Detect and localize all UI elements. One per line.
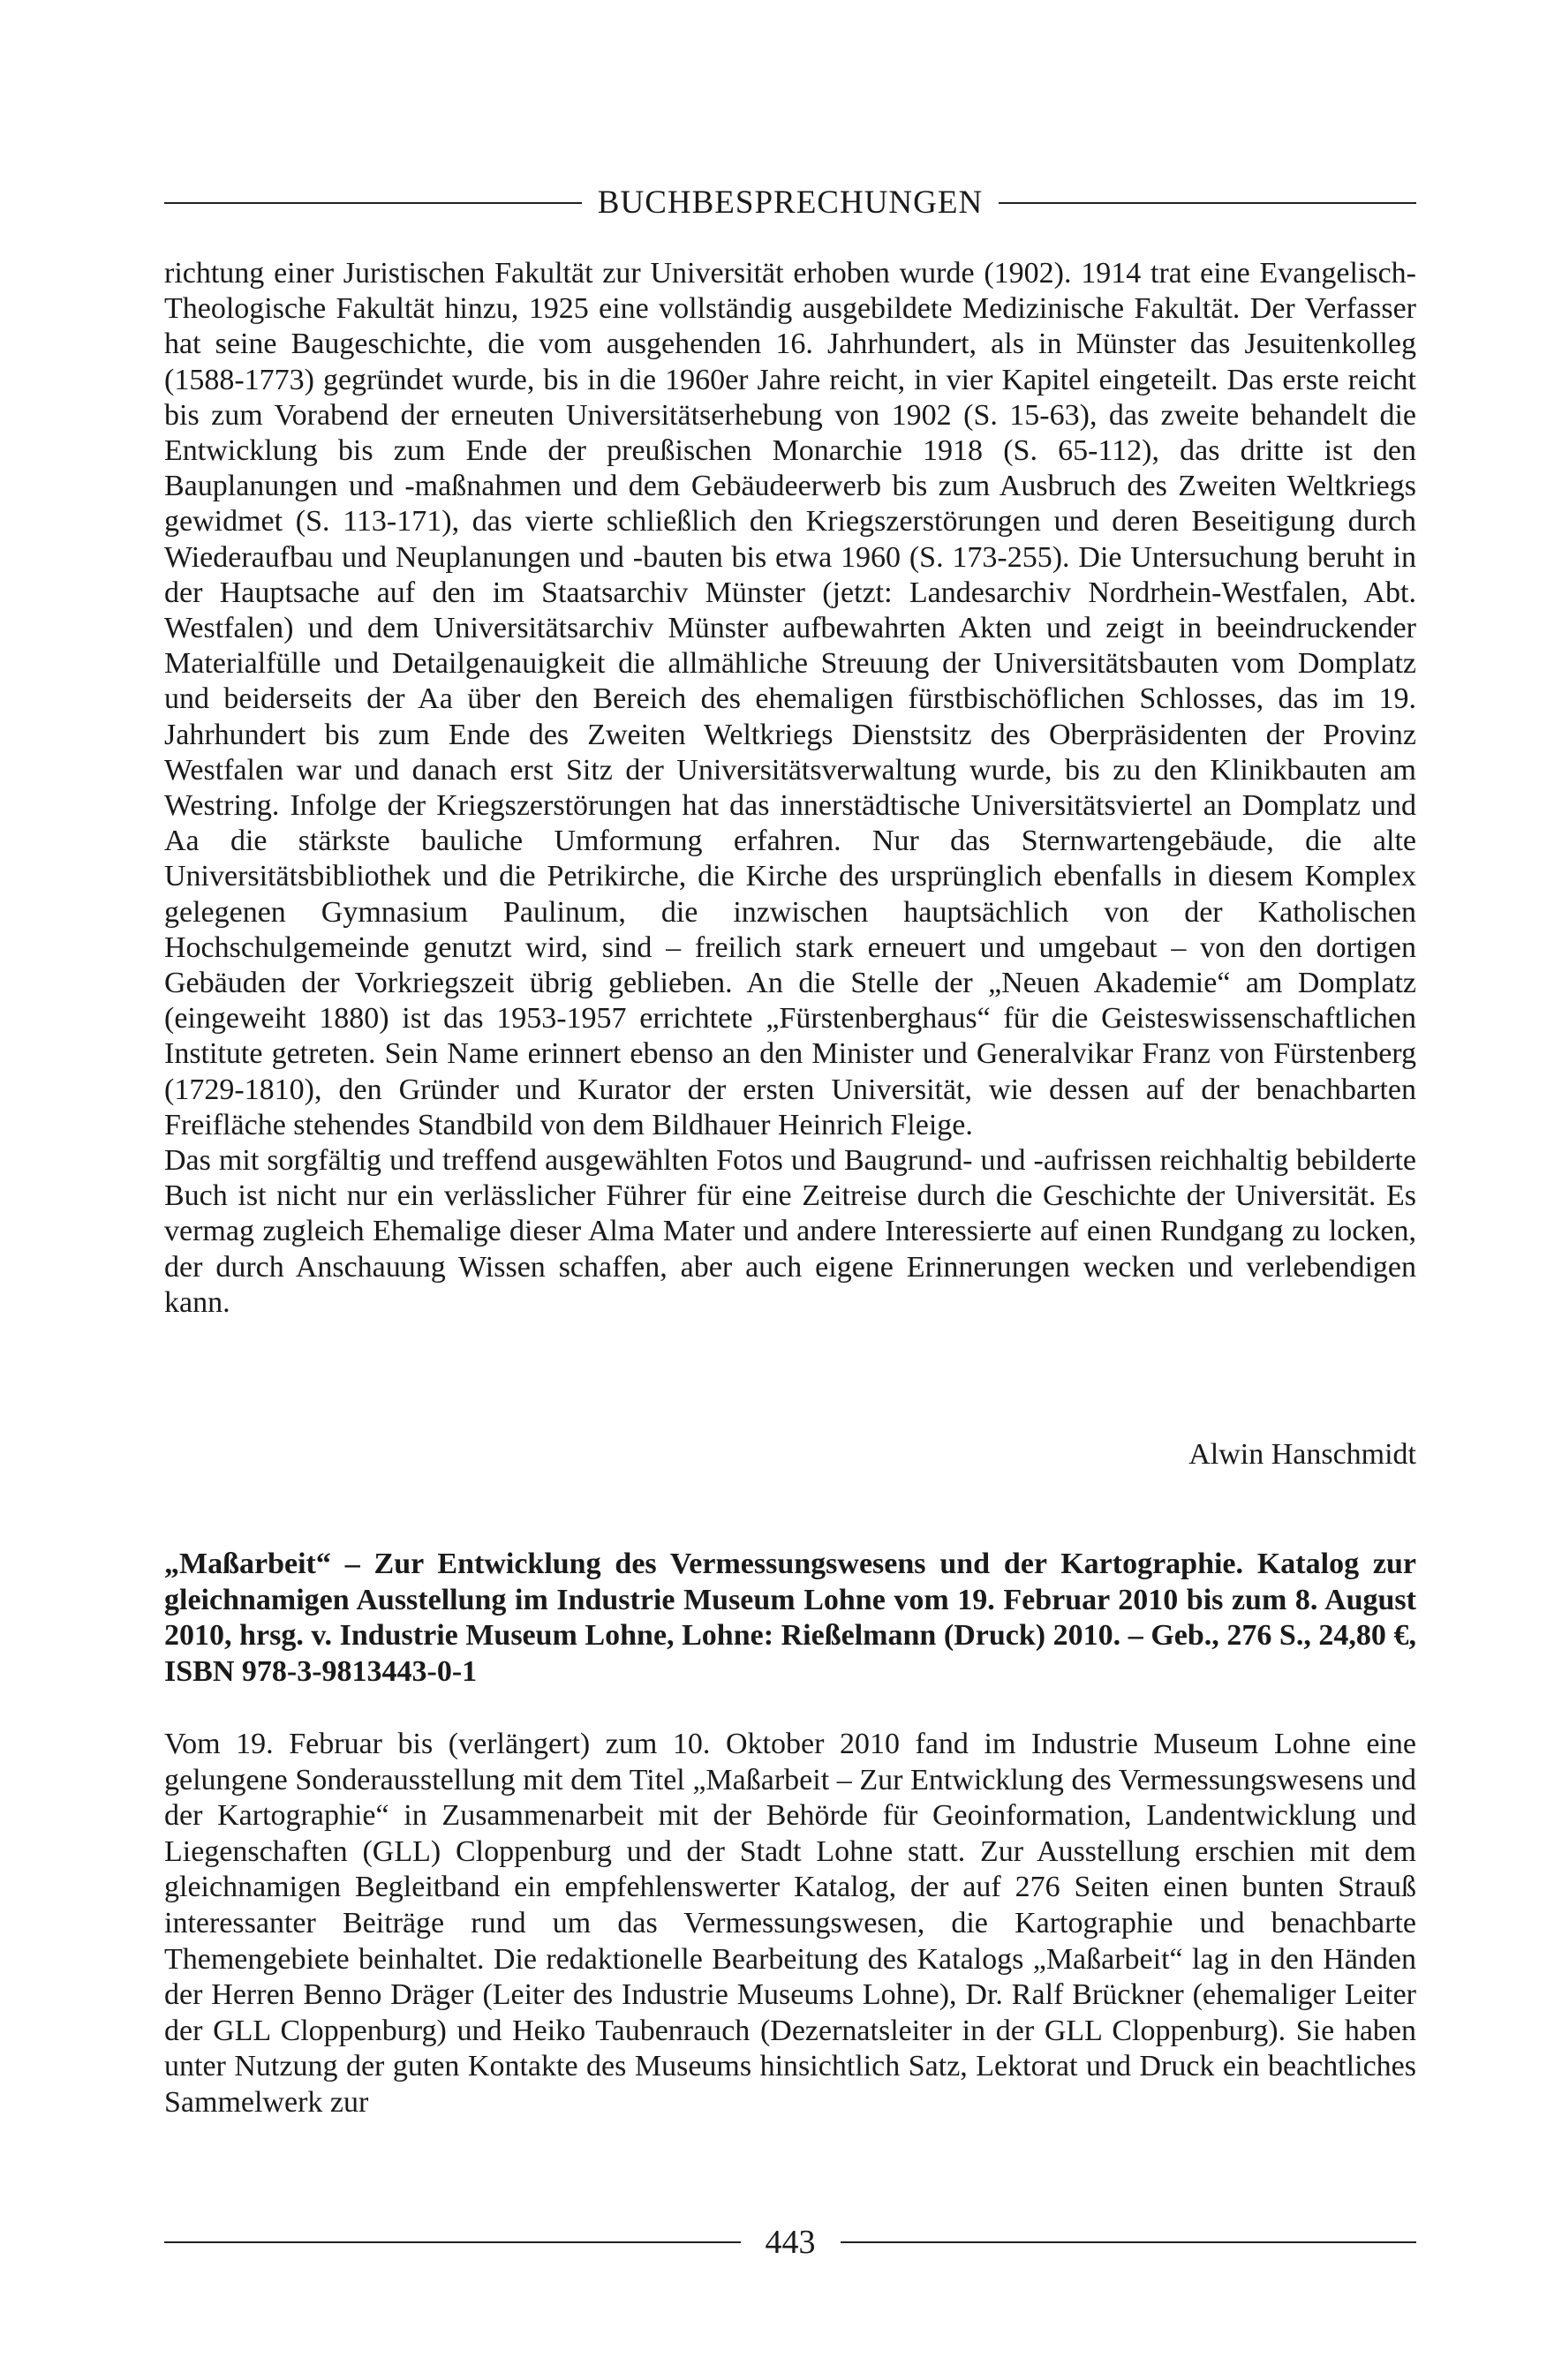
header-rule-left: [164, 202, 582, 204]
review-body: Vom 19. Februar bis (verlängert) zum 10. Oktober 2010 fand im Industrie Museum Lohne eine gelungene Sonderausstellung mit dem Titel „Maßarbeit – Zur Entwicklung des Vermessungswesens und der Kartographie“ in Zusammenarbeit mit der Behörde für Geoinformation, Landentwicklung und Liegenschaften (GLL) Cloppenburg und der Stadt Lohne statt. Zur Ausstellung erschien mit dem gleichnamigen Begleitband ein empfehlenswerter Katalog, der auf 276 Seiten einen bunten Strauß interessanter Beiträge rund um das Vermessungswesen, die Kartographie und benachbarte Themengebiete beinhaltet. Die redaktionelle Bearbeitung des Katalogs „Maßarbeit“ lag in den Händen der Herren Benno Dräger (Leiter des Industrie Museums Lohne), Dr. Ralf Brückner (ehemaliger Leiter der GLL Cloppenburg) und Heiko Taubenrauch (Dezernatsleiter in der GLL Cloppenburg). Sie haben unter Nutzung der guten Kontakte des Museums hinsichtlich Satz, Lektorat und Druck ein beachtliches Sammelwerk zur: [164, 1728, 1416, 2119]
running-header: [164, 184, 1416, 222]
review-paragraph: richtung einer Juristischen Fakultät zur Universität erhoben wurde (1902). 1914 trat eine Evangelisch-Theologische Fakultät hinzu, 1925 eine vollständig ausgebildete Medizinische Fakultät. Der Verfasser hat seine Baugeschichte, die vom ausgehenden 16. Jahrhundert, als in Münster das Jesuitenkolleg (1588-1773) gegründet wurde, bis in die 1960er Jahre reicht, in vier Kapitel eingeteilt. Das erste reicht bis zum Vorabend der erneuten Universitätserhebung von 1902 (S. 15-63), das zweite behandelt die Entwicklung bis zum Ende der preußischen Monarchie 1918 (S. 65-112), das dritte ist den Bauplanungen und -maßnahmen und dem Gebäudeerwerb bis zum Ausbruch des Zweiten Weltkriegs gewidmet (S. 113-171), das vierte schließlich den Kriegszerstörungen und deren Beseitigung durch Wiederaufbau und Neuplanungen und -bauten bis etwa 1960 (S. 173-255). Die Untersuchung beruht in der Hauptsache auf den im Staatsarchiv Münster (jetzt: Landesarchiv Nordrhein-Westfalen, Abt. Westfalen) und dem Universitätsarchiv Münster aufbewahrten Akten und zeigt in beeindruckender Materialfülle und Detailgenauigkeit die allmähliche Streuung der Universitätsbauten vom Domplatz und beiderseits der Aa über den Bereich des ehemaligen fürstbischöflichen Schlosses, das im 19. Jahrhundert bis zum Ende des Zweiten Weltkriegs Dienstsitz des Oberpräsidenten der Provinz Westfalen war und danach erst Sitz der Universitätsverwaltung wurde, bis zu den Klinikbauten am Westring. Infolge der Kriegszerstörungen hat das innerstädtische Universitätsviertel an Domplatz und Aa die stärkste bauliche Umformung erfahren. Nur das Sternwartengebäude, die alte Universitätsbibliothek und die Petrikirche, die Kirche des ursprünglich ebenfalls in diesem Komplex gelegenen Gymnasium Paulinum, die inzwischen hauptsächlich von der Katholischen Hochschulgemeinde genutzt wird, sind – freilich stark erneuert und umgebaut – von den dortigen Gebäuden der Vorkriegszeit übrig geblieben. An die Stelle der „Neuen Akademie“ am Domplatz (eingeweiht 1880) ist das 1953-1957 errichtete „Fürstenberghaus“ für die Geisteswissenschaftlichen Institute getreten. Sein Name erinnert ebenso an den Minister und Generalvikar Franz von Fürstenberg (1729-1810), den Gründer und Kurator der ersten Universität, wie dessen auf der benachbarten Freifläche stehendes Standbild von dem Bildhauer Heinrich Fleige.: [164, 257, 1416, 1141]
page-footer: [164, 2223, 1416, 2262]
header-rule-right: [999, 202, 1416, 204]
book-citation-heading: „Maßarbeit“ – Zur Entwicklung des Vermessungswesens und der Kartographie. Katalog zur gleichnamigen Ausstellung im Industrie Museum Lohne vom 19. Februar 2010 bis zum 8. August 2010, hrsg. v. Industrie Museum Lohne, Lohne: Rießelmann (Druck) 2010. – Geb., 276 S., 24,80 €, ISBN 978-3-9813443-0-1: [164, 1548, 1416, 1688]
review-author: Alwin Hanschmidt: [1188, 1438, 1416, 1471]
section-title: BUCHBESPRECHUNGEN: [597, 185, 984, 221]
review-continuation: [164, 256, 1416, 1321]
review-paragraph: Das mit sorgfältig und treffend ausgewählten Fotos und Baugrund- und -aufrissen reichhaltig bebilderte Buch ist nicht nur ein verlässlicher Führer für eine Zeitreise durch die Geschichte der Universität. Es vermag zugleich Ehemalige dieser Alma Mater und andere Interessierte auf einen Rundgang zu locken, der durch Anschauung Wissen schaffen, aber auch eigene Erinnerungen wecken und verlebendigen kann.: [164, 1144, 1416, 1319]
page-number: 443: [765, 2224, 816, 2261]
footer-rule-left: [164, 2241, 741, 2243]
footer-rule-right: [841, 2241, 1417, 2243]
